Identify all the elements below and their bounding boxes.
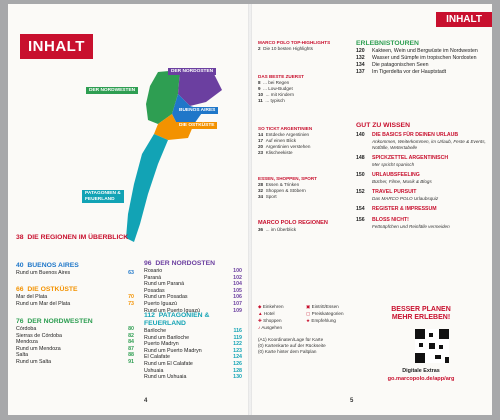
patagonien-heading: 112 PATAGONIEN & FEUERLAND	[144, 312, 210, 327]
list-item[interactable]: Rund um Ushuaia 130	[144, 374, 242, 381]
list-item[interactable]: 150 URLAUBSFEELING Bücher, Filme, Musik & Blogs	[356, 172, 432, 184]
erlebnis-heading: ERLEBNISTOUREN	[356, 40, 419, 47]
map-region-patagonien	[126, 134, 168, 242]
list-item[interactable]: 2 Die 10 besten Highlights	[258, 46, 313, 51]
list-item[interactable]: Posadas 105	[144, 287, 242, 294]
nordwesten-block	[16, 318, 134, 366]
list-item[interactable]: Bariloche 116	[144, 328, 242, 334]
list-item[interactable]: Rund um Buenos Aires 63	[16, 270, 134, 276]
beste-heading: DAS BESTE ZUERST	[258, 74, 304, 79]
essen-heading: ESSEN, SHOPPEN, SPORT	[258, 176, 317, 181]
promo-line1: BESSER PLANEN	[391, 306, 451, 313]
nordosten-heading: 96 DER NORDOSTEN	[144, 260, 216, 267]
legend-item: ★ Empfehlung	[306, 318, 336, 323]
list-item[interactable]: 134 Die patagonischen Seen	[356, 62, 429, 68]
qr-code-icon[interactable]	[415, 329, 449, 363]
legend-item: ▢ Preiskategorien	[306, 311, 344, 316]
map-label-nordosten: DER NORDOSTEN	[168, 68, 216, 75]
map-label-nordwesten: DER NORDWESTEN	[86, 87, 138, 94]
legend-item: ◆ Einkehren	[258, 304, 284, 309]
list-item[interactable]: El Calafate 124	[144, 354, 242, 361]
list-item[interactable]: 156 BLOSS NICHT! Fettnäpfchen und Reinfälle vermeiden	[356, 217, 450, 229]
list-item[interactable]: 28 Essen & Trinken	[258, 182, 300, 187]
list-item[interactable]: Córdoba 80	[16, 326, 134, 332]
ostkueste-heading: 66 DIE OSTKÜSTE	[16, 286, 78, 293]
list-item[interactable]: 137 Im Tigerdelta vor der Hauptstadt	[356, 69, 447, 75]
list-item[interactable]: Rosario 100	[144, 268, 242, 274]
list-item[interactable]: 9 ... Low-Budget	[258, 86, 293, 91]
list-item[interactable]: 20 Argentinien verstehen	[258, 144, 311, 149]
regionen-right-heading: MARCO POLO REGIONEN	[258, 220, 328, 226]
map-region-nordosten	[178, 70, 222, 106]
list-item[interactable]: Ushuaia 128	[144, 367, 242, 374]
list-item[interactable]: Rund um El Calafate 126	[144, 360, 242, 367]
list-item[interactable]: Mendoza 84	[16, 339, 134, 346]
right-page	[252, 4, 492, 415]
list-item[interactable]: 8 ... bei Regen	[258, 80, 290, 85]
legend-item: ✚ Shoppen	[258, 318, 282, 323]
list-item[interactable]: Rund um Bariloche 119	[144, 334, 242, 341]
left-page	[8, 4, 248, 415]
page-number-right: 5	[350, 398, 354, 404]
legend-item: ▲ Hotel	[258, 311, 275, 316]
list-item[interactable]: 34 Sport	[258, 194, 277, 199]
list-item[interactable]: 11 ... typisch	[258, 98, 285, 103]
list-item[interactable]: Rund um Puerto Madryn 123	[144, 347, 242, 354]
tickt-block	[258, 126, 350, 156]
list-item[interactable]: Rund um Salta 91	[16, 358, 134, 365]
list-item[interactable]: 14 Entdecke Argentinien	[258, 132, 310, 137]
list-item[interactable]: 132 Wasser und Sümpfe im tropischen Nordosten	[356, 55, 477, 61]
list-item[interactable]: 152 TRAVEL PURSUIT Das MARCO POLO Urlaubsquiz	[356, 189, 439, 201]
legend-note: (0) Kartenkarte auf der Rückseite	[258, 343, 326, 348]
list-item[interactable]: Rund um Mendoza 87	[16, 345, 134, 352]
highlights-block	[258, 40, 350, 52]
legend-note: (0) Karte hinter dem Faltplan	[258, 349, 317, 354]
list-item[interactable]: 23 Klischeekiste	[258, 150, 293, 155]
buenos-aires-block	[16, 262, 134, 277]
ostkueste-block	[16, 286, 134, 307]
beste-block	[258, 74, 350, 104]
list-item[interactable]: Puerto Madryn 122	[144, 341, 242, 348]
legend-item: ♪ Ausgehen	[258, 325, 283, 330]
digital-extras-label: Digitale Extras	[402, 368, 440, 374]
map-label-ostkueste: DIE OSTKÜSTE	[176, 122, 217, 129]
list-item[interactable]: Rund um Paraná 104	[144, 281, 242, 288]
inhalt-title: INHALT	[20, 34, 93, 59]
highlights-heading: MARCO POLO TOP-HIGHLIGHTS	[258, 40, 331, 45]
gut-block	[356, 122, 486, 230]
promo-block	[356, 306, 486, 322]
list-item[interactable]: 148 SPICKZETTEL ARGENTINISCH Mer spricht spanisch	[356, 155, 449, 167]
list-item[interactable]: 17 Auf einen Blick	[258, 138, 297, 143]
nordosten-block	[144, 260, 242, 314]
promo-url-link[interactable]: go.marcopolo.de/app/arg	[387, 376, 455, 382]
legend-item: ▣ Eintritt/Essen	[306, 304, 339, 309]
gut-heading: GUT ZU WISSEN	[356, 122, 410, 129]
promo-line2: MEHR ERLEBEN!	[391, 314, 451, 321]
inhalt-tab: INHALT	[436, 12, 492, 27]
legend-note: (A1) Koordinaten/Lage für Karte	[258, 337, 324, 342]
page-number-left: 4	[144, 398, 148, 404]
list-item[interactable]: Puerto Iguazú 107	[144, 300, 242, 307]
list-item[interactable]: 32 Shoppen & Stöbern	[258, 188, 306, 193]
regionen-right-block	[258, 220, 350, 233]
essen-block	[258, 176, 350, 200]
list-item[interactable]: Paraná 102	[144, 274, 242, 281]
list-item[interactable]: Rund um Posadas 106	[144, 294, 242, 301]
buenos-aires-heading: 40 BUENOS AIRES	[16, 262, 79, 269]
list-item[interactable]: Salta 88	[16, 352, 134, 359]
map-label-patagonien: PATAGONIEN & FEUERLAND	[82, 190, 124, 203]
list-item[interactable]: 10 ... mit Kindern	[258, 92, 295, 97]
list-item[interactable]: Sierras de Córdoba 82	[16, 332, 134, 339]
list-item[interactable]: Mar del Plata 70	[16, 294, 134, 300]
list-item[interactable]: 120 Kakteen, Wein und Bergwüste im Nordwesten	[356, 48, 478, 54]
regionen-block	[16, 234, 134, 242]
tickt-heading: SO TICKT ARGENTINIEN	[258, 126, 313, 131]
regionen-heading: 38 DIE REGIONEN IM ÜBERBLICK	[16, 234, 129, 241]
argentina-map	[8, 54, 248, 254]
list-item[interactable]: 36 ... im Überblick	[258, 227, 297, 232]
list-item[interactable]: 154 REGISTER & IMPRESSUM	[356, 206, 437, 212]
erlebnis-block	[356, 40, 486, 76]
list-item[interactable]: Rund um Puerto Iguazú 109	[144, 307, 242, 314]
map-label-buenos-aires: BUENOS AIRES	[176, 107, 218, 114]
list-item[interactable]: 140 DIE BASICS FÜR DEINEN URLAUB Ankommen, Weiterkommen, im Urlaub, Feste & Events, Notfälle, Wettertabelle	[356, 132, 486, 150]
legend-box	[258, 304, 350, 355]
patagonien-block	[144, 312, 242, 381]
list-item[interactable]: Rund um Mar del Plata 73	[16, 300, 134, 307]
nordwesten-heading: 76 DER NORDWESTEN	[16, 318, 93, 325]
